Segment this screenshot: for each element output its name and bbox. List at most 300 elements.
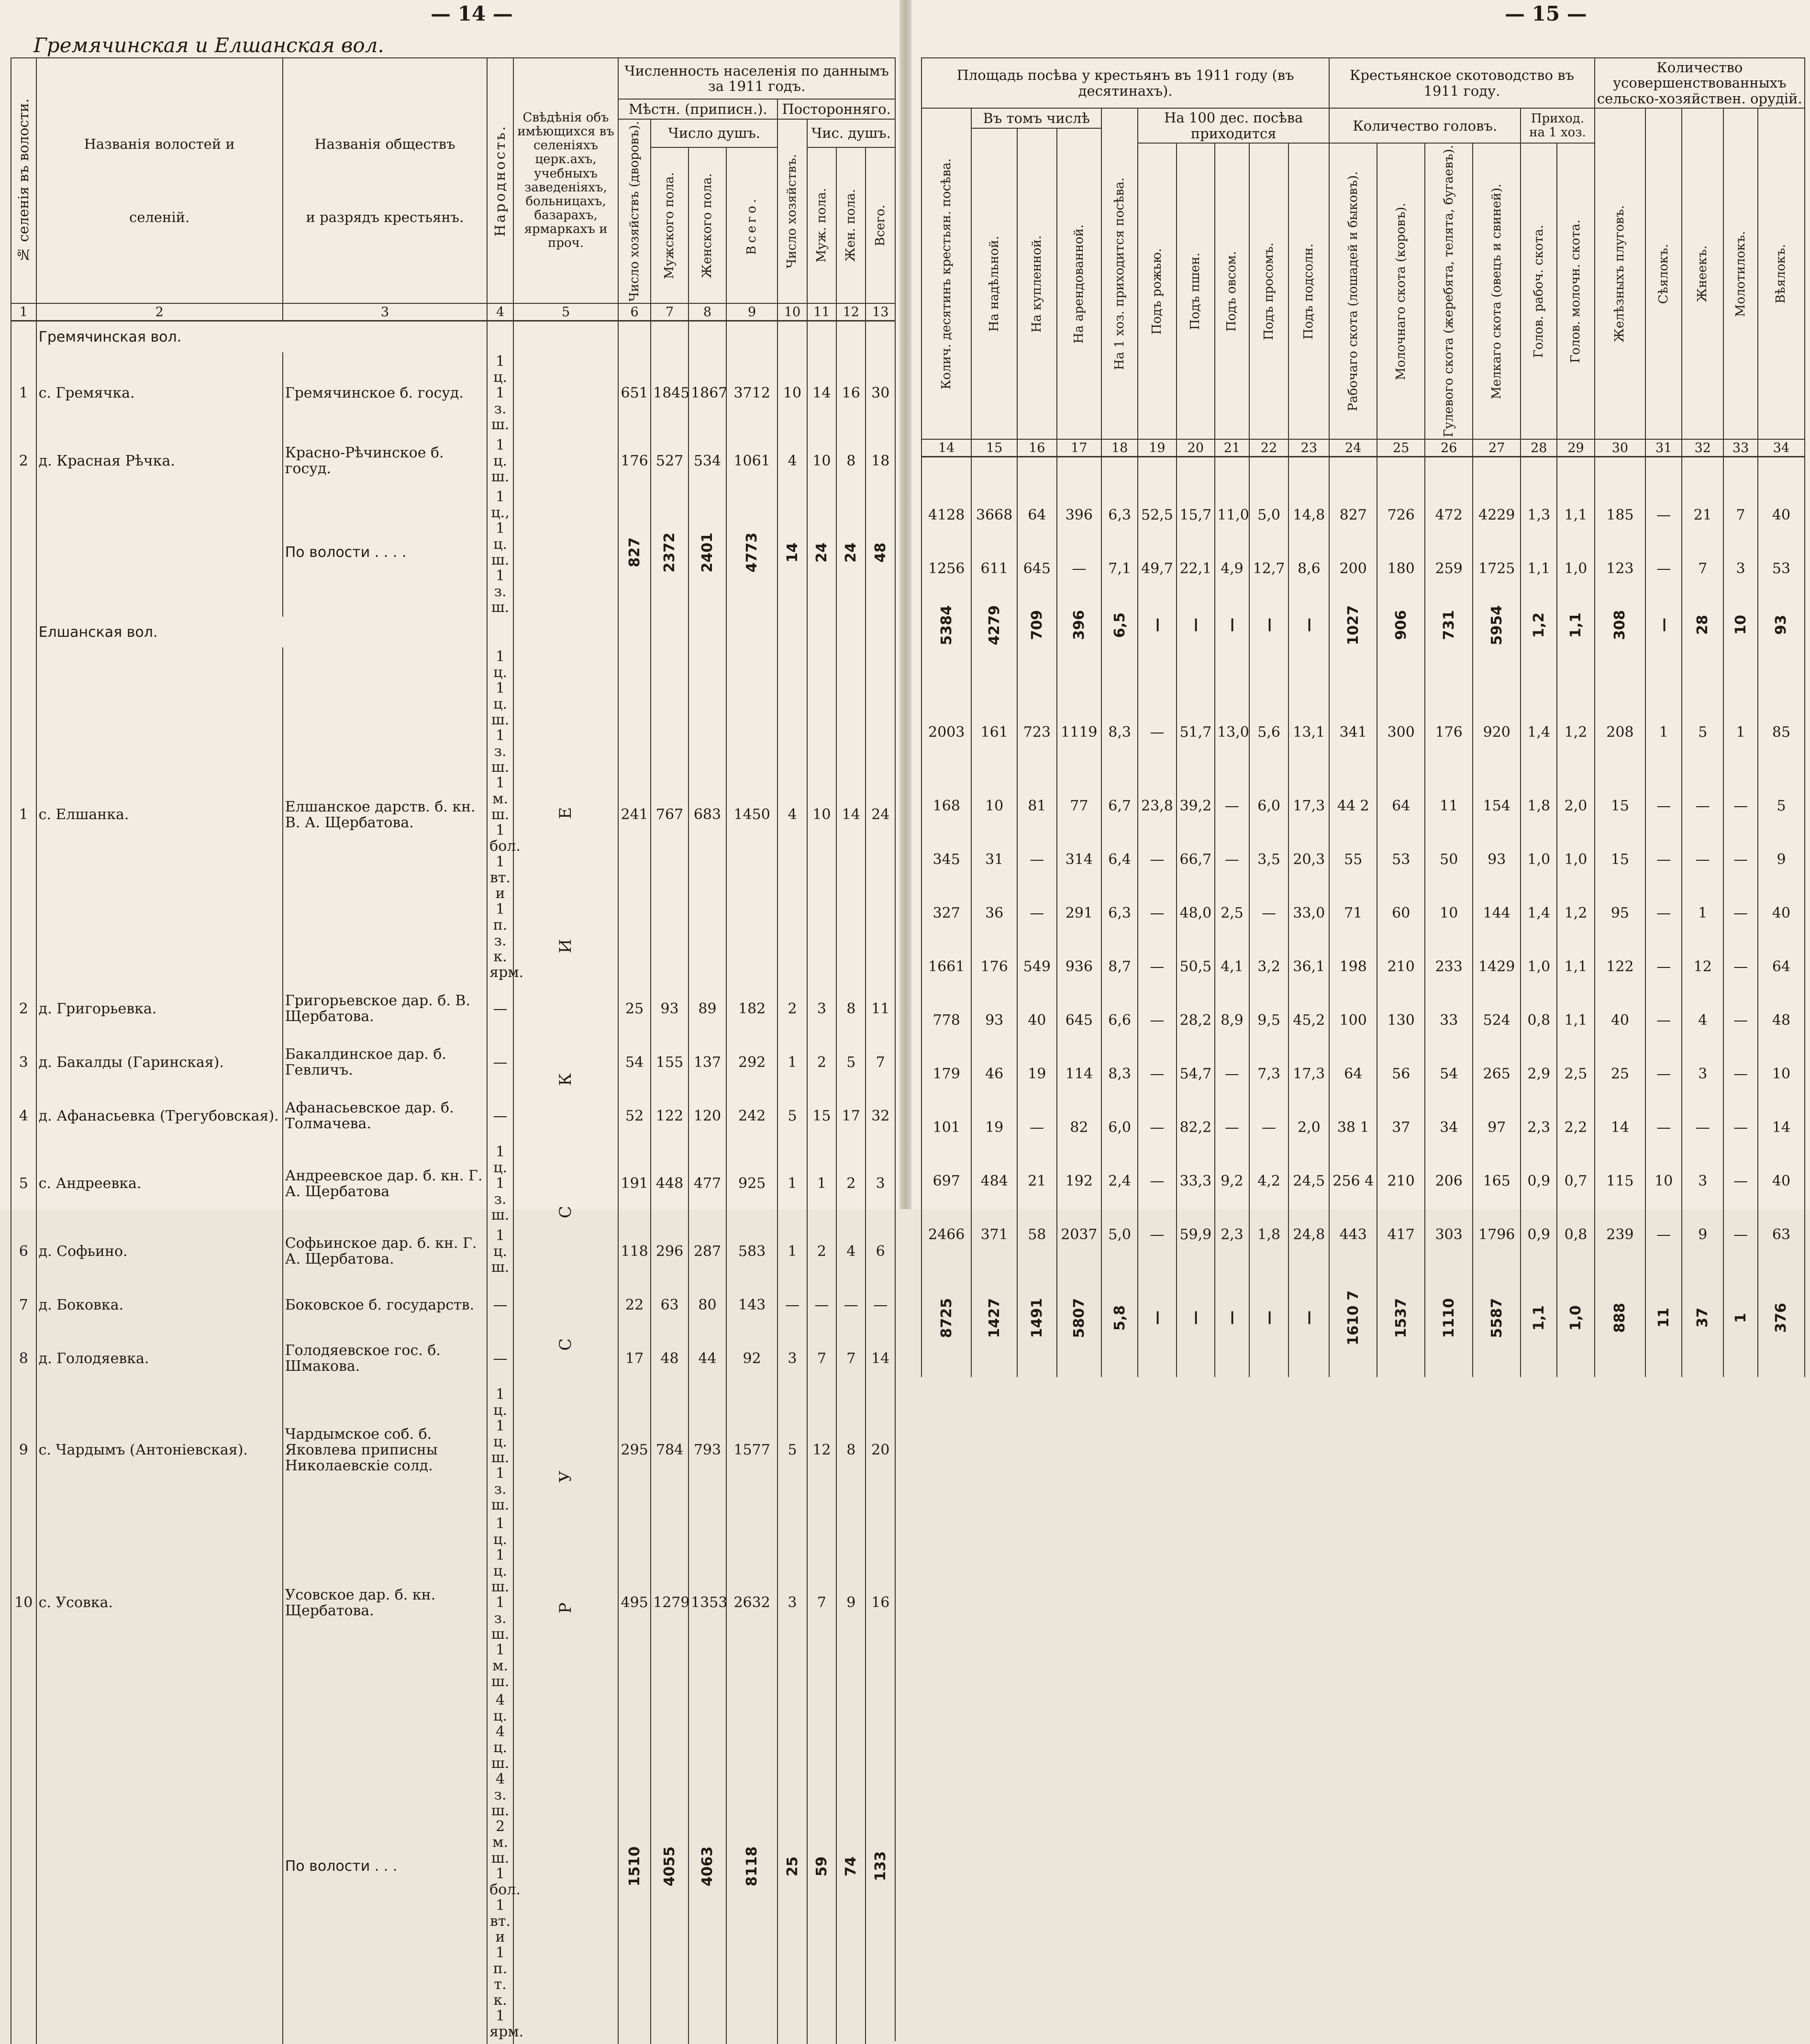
value: 100 [1329, 993, 1377, 1047]
total-value [726, 1691, 777, 2041]
header-text: Названія обществъ [314, 136, 455, 153]
hdr-c28 [1521, 143, 1557, 439]
hdr-c29 [1557, 143, 1594, 439]
hdr-c26 [1425, 143, 1473, 439]
hdr-c7 [651, 147, 688, 303]
value: 25 [1595, 1047, 1646, 1100]
value: 1 [777, 1224, 807, 1278]
column-number: 15 [971, 439, 1017, 457]
value: 3 [1682, 1047, 1723, 1100]
header-text: Гулевого скота (жеребята, телята, бугаевъ). [1441, 145, 1456, 438]
value: 6,0 [1101, 1100, 1138, 1154]
value: 22,1 [1177, 542, 1215, 595]
total-value-text: 8725 [938, 1298, 955, 1338]
value: — [1138, 1208, 1176, 1261]
section-title: Гремячинская вол. [36, 321, 488, 353]
value: 8 [836, 434, 866, 488]
value: 34 [1425, 1100, 1473, 1154]
cell [836, 617, 866, 647]
header-text: Число хозяйствъ. [785, 154, 800, 269]
value: 7,1 [1101, 542, 1138, 595]
hdr-nationality [487, 58, 513, 303]
total-value-text: 10 [1732, 615, 1749, 635]
cell [11, 2041, 36, 2044]
value: 63 [651, 1278, 688, 1332]
value: 1,0 [1557, 833, 1594, 886]
hdr-c18 [1101, 108, 1138, 439]
value: 7 [807, 1514, 836, 1691]
total-value-text: 5954 [1488, 605, 1505, 645]
value: 1845 [651, 352, 688, 434]
value: 10 [1425, 886, 1473, 940]
total-value [1329, 1261, 1377, 1374]
hdr-cattle: Крестьянское скотоводство въ 1911 году. [1329, 58, 1594, 108]
total-value [1723, 595, 1758, 655]
value: 165 [1473, 1154, 1521, 1208]
value: 1577 [726, 1385, 777, 1514]
cell [1288, 457, 1329, 489]
column-number: 6 [618, 303, 651, 321]
hdr-per-household: Приход. на 1 хоз. [1521, 108, 1594, 143]
total-value-text: 906 [1392, 610, 1410, 640]
value: — [1215, 779, 1249, 833]
value: 3 [1682, 1154, 1723, 1208]
value: 527 [651, 434, 688, 488]
column-numbers [922, 439, 1805, 457]
value: 54 [1425, 1047, 1473, 1100]
cell [807, 321, 836, 353]
value: — [1645, 542, 1682, 595]
value: 4 [836, 1224, 866, 1278]
cell [1473, 1374, 1521, 1377]
value: 31 [971, 833, 1017, 886]
value: 10 [1645, 1154, 1682, 1208]
value: 239 [1595, 1208, 1646, 1261]
total-value [1723, 1261, 1758, 1374]
value: 144 [1473, 886, 1521, 940]
total-value-text: — [1148, 1311, 1166, 1325]
table-row [11, 1278, 895, 1332]
village-number: 3 [11, 1035, 36, 1089]
cell [1177, 1374, 1215, 1377]
value: 8 [836, 982, 866, 1035]
hdr-heads: Количество головъ. [1329, 108, 1521, 143]
total-value [1377, 595, 1425, 655]
value: 93 [971, 993, 1017, 1047]
value: 64 [1017, 488, 1057, 542]
cell [777, 617, 807, 647]
header-text: На 1 хоз. приходится посѣва. [1112, 178, 1127, 370]
total-value-text: 1610 7 [1344, 1290, 1362, 1345]
cell [1215, 1374, 1249, 1377]
total-label: По волости . . . . [283, 488, 487, 617]
total-value-text: — [1300, 618, 1318, 633]
hdr-c17 [1057, 128, 1101, 439]
value: 40 [1758, 488, 1805, 542]
cell [1101, 457, 1138, 489]
value: 21 [1017, 1154, 1057, 1208]
value: — [1645, 833, 1682, 886]
value: 1,4 [1521, 886, 1557, 940]
value: 1,8 [1249, 1208, 1289, 1261]
hdr-c15 [971, 128, 1017, 439]
value: 60 [1377, 886, 1425, 940]
column-number: 28 [1521, 439, 1557, 457]
value: 793 [688, 1385, 726, 1514]
cell [1101, 655, 1138, 685]
value: 4,9 [1215, 542, 1249, 595]
value: 10 [777, 352, 807, 434]
total-value-text: 1427 [986, 1298, 1003, 1338]
table-row [922, 779, 1805, 833]
village-name: д. Григорьевка. [36, 982, 283, 1035]
value: 6,4 [1101, 833, 1138, 886]
cell [1595, 1374, 1646, 1377]
value: 48 [651, 1332, 688, 1385]
cell [1557, 655, 1594, 685]
cell [1521, 457, 1557, 489]
cell [1249, 655, 1289, 685]
village-number: 1 [11, 647, 36, 982]
total-value [1215, 1261, 1249, 1374]
value: — [1723, 1100, 1758, 1154]
value: 81 [1017, 779, 1057, 833]
page-number: — 15 — [1505, 2, 1587, 25]
value: 3 [777, 1514, 807, 1691]
value: 396 [1057, 488, 1101, 542]
value: 651 [618, 352, 651, 434]
cell [1215, 655, 1249, 685]
value: 161 [971, 685, 1017, 779]
society-name: Афанасьевское дар. б. Толмачева. [283, 1089, 487, 1143]
cell [1645, 655, 1682, 685]
value: 645 [1017, 542, 1057, 595]
value: 10 [807, 434, 836, 488]
institutions: — [487, 1089, 513, 1143]
value: 7 [1723, 488, 1758, 542]
nationality-text: Р У С С К И Е [555, 749, 575, 1613]
total-value [1101, 595, 1138, 655]
value: 176 [618, 434, 651, 488]
column-number: 5 [513, 303, 618, 321]
hdr-souls2: Чис. душъ. [807, 119, 895, 147]
total-value [866, 488, 895, 617]
value: 176 [971, 940, 1017, 993]
value: 122 [1595, 940, 1646, 993]
value: — [1723, 1047, 1758, 1100]
total-value [1057, 1261, 1101, 1374]
spacer-row [922, 457, 1805, 489]
value: 24,5 [1288, 1154, 1329, 1208]
value: 2632 [726, 1514, 777, 1691]
value: 296 [651, 1224, 688, 1278]
value: 1,2 [1557, 886, 1594, 940]
value: 4,2 [1249, 1154, 1289, 1208]
total-value [1057, 595, 1101, 655]
value: 495 [618, 1514, 651, 1691]
total-value-text: — [1148, 618, 1166, 633]
total-value-text: 24 [843, 542, 860, 563]
total-value-text: 4055 [661, 1846, 678, 1887]
total-value-text: 4279 [986, 605, 1003, 645]
value: 9,2 [1215, 1154, 1249, 1208]
total-value-text: 396 [1070, 610, 1088, 640]
value: — [1138, 940, 1176, 993]
value: 10 [971, 779, 1017, 833]
column-number: 22 [1249, 439, 1289, 457]
value: 33,3 [1177, 1154, 1215, 1208]
total-value-text: 48 [872, 542, 889, 563]
value: 7 [1682, 542, 1723, 595]
hdr-c30 [1595, 108, 1646, 439]
hdr-society-names [283, 58, 487, 303]
value: 179 [922, 1047, 971, 1100]
cell [1017, 457, 1057, 489]
hdr-c8 [688, 147, 726, 303]
total-value [836, 488, 866, 617]
value: 3712 [726, 352, 777, 434]
cell [1521, 655, 1557, 685]
hdr-c13 [866, 147, 895, 303]
value: 12 [1682, 940, 1723, 993]
hdr-c14 [922, 108, 971, 439]
cell [651, 321, 688, 353]
value: 14,8 [1288, 488, 1329, 542]
value: 1,3 [1521, 488, 1557, 542]
cell [1473, 655, 1521, 685]
value: 2 [807, 1035, 836, 1089]
hdr-c12 [836, 147, 866, 303]
header-text: Число хозяйствъ (дворовъ). [627, 121, 642, 302]
hdr-c22 [1249, 143, 1289, 439]
value: 1 [1682, 886, 1723, 940]
table-row [11, 1514, 895, 1691]
value: 155 [651, 1035, 688, 1089]
table-row [922, 1154, 1805, 1208]
value: — [1249, 1100, 1289, 1154]
institutions: — [487, 982, 513, 1035]
value: 38 1 [1329, 1100, 1377, 1154]
total-value-text: 1,1 [1567, 612, 1584, 638]
hdr-c32 [1682, 108, 1723, 439]
total-value-text: 2372 [661, 532, 678, 573]
value: 25 [618, 982, 651, 1035]
total-value [651, 1691, 688, 2041]
village-number: 2 [11, 434, 36, 488]
column-numbers [11, 303, 895, 321]
table-row [922, 886, 1805, 940]
institutions: 1 ц. 1 з. ш. [487, 352, 513, 434]
total-value [618, 1691, 651, 2041]
header-text: Молотилокъ. [1733, 231, 1748, 317]
total-value-text: 5384 [938, 605, 955, 645]
header-text: № селенія въ волости. [15, 99, 32, 263]
value: — [1138, 685, 1176, 779]
hdr-c6 [618, 119, 651, 303]
value: 0,9 [1521, 1208, 1557, 1261]
society-name: Красно-Рѣчинское б. госуд. [283, 434, 487, 488]
cell [726, 321, 777, 353]
column-number: 25 [1377, 439, 1425, 457]
total-value [1177, 595, 1215, 655]
value: — [1645, 1100, 1682, 1154]
value: 549 [1017, 940, 1057, 993]
hdr-c31 [1645, 108, 1682, 439]
village-name: с. Елшанка. [36, 647, 283, 982]
column-number: 23 [1288, 439, 1329, 457]
value: 7 [866, 1035, 895, 1089]
value: 93 [651, 982, 688, 1035]
total-value [688, 1691, 726, 2041]
total-value-text: 308 [1611, 610, 1629, 640]
value: 4 [1682, 993, 1723, 1047]
total-value-text: 59 [813, 1856, 830, 1877]
cell [487, 321, 513, 353]
header-text: Голов. рабоч. скота. [1531, 224, 1546, 358]
value: 448 [651, 1143, 688, 1224]
total-value [1557, 1261, 1594, 1374]
column-number: 32 [1682, 439, 1723, 457]
cell [1377, 1374, 1425, 1377]
total-value-text: 93 [1773, 615, 1790, 635]
value: 1,8 [1521, 779, 1557, 833]
header-text: Всего. [873, 205, 888, 246]
village-number: 5 [11, 1143, 36, 1224]
cell [1758, 655, 1805, 685]
hdr-outside: Посторонняго. [777, 99, 895, 119]
header-text: Подъ овсом. [1224, 251, 1239, 332]
value: — [1682, 1100, 1723, 1154]
value: 1,2 [1557, 685, 1594, 779]
hdr-souls: Число душъ. [651, 119, 777, 147]
total-value-text: 1,2 [1530, 612, 1547, 638]
value: 39,2 [1177, 779, 1215, 833]
value: 4128 [922, 488, 971, 542]
cell [36, 2041, 283, 2044]
header-text: Жнеекъ. [1695, 245, 1710, 302]
village-number: 1 [11, 352, 36, 434]
value: 242 [726, 1089, 777, 1143]
value: 9 [1758, 833, 1805, 886]
column-number: 16 [1017, 439, 1057, 457]
total-value [922, 595, 971, 655]
header-text: Рабочаго скота (лошадей и быковъ). [1345, 171, 1360, 411]
cell [513, 2041, 618, 2044]
value: 46 [971, 1047, 1017, 1100]
cell [283, 2041, 487, 2044]
header-text: На арендованной. [1071, 224, 1086, 344]
value: 114 [1057, 1047, 1101, 1100]
cell [1723, 457, 1758, 489]
header-text: Вѣялокъ. [1774, 244, 1788, 304]
total-value [688, 488, 726, 617]
total-value [726, 488, 777, 617]
value: 3 [807, 982, 836, 1035]
section-title: Елшанская вол. [36, 617, 488, 647]
value: — [1138, 833, 1176, 886]
village-name: с. Гремячка. [36, 352, 283, 434]
cell [1288, 655, 1329, 685]
value: 1061 [726, 434, 777, 488]
value: 6,3 [1101, 886, 1138, 940]
value: 5,0 [1101, 1208, 1138, 1261]
value: 5,6 [1249, 685, 1289, 779]
value: — [1645, 1208, 1682, 1261]
value: 64 [1377, 779, 1425, 833]
total-row [922, 595, 1805, 655]
total-value-text: 731 [1440, 610, 1457, 640]
value: 17 [836, 1089, 866, 1143]
value: 82 [1057, 1100, 1101, 1154]
value: 8,6 [1288, 542, 1329, 595]
value: 123 [1595, 542, 1646, 595]
header-text: Подъ подсолн. [1301, 243, 1316, 340]
village-name: д. Афанасьевка (Трегубовская). [36, 1089, 283, 1143]
cell [1329, 457, 1377, 489]
total-value [1288, 1261, 1329, 1374]
header-text: На надѣльной. [987, 236, 1001, 332]
value: 64 [1758, 940, 1805, 993]
header-text: Мужского пола. [662, 172, 677, 279]
page-number: — 14 — [431, 2, 513, 25]
value: 58 [1017, 1208, 1057, 1261]
value: 122 [651, 1089, 688, 1143]
value: 936 [1057, 940, 1101, 993]
value: 1,1 [1557, 993, 1594, 1047]
total-value-text: — [1187, 618, 1204, 633]
spacer-row [922, 1374, 1805, 1377]
cell [1595, 457, 1646, 489]
value: 5 [1682, 685, 1723, 779]
society-name: Чардымское соб. б. Яковлева приписны Николаевскіе солд. [283, 1385, 487, 1514]
column-number: 24 [1329, 439, 1377, 457]
column-number: 21 [1215, 439, 1249, 457]
value: 20,3 [1288, 833, 1329, 886]
value: 14 [836, 647, 866, 982]
header-text: Названія волостей и [84, 136, 235, 153]
value: 1,1 [1557, 488, 1594, 542]
village-name: с. Чардымъ (Антоніевская). [36, 1385, 283, 1514]
value: 8,3 [1101, 1047, 1138, 1100]
society-name: Гремячинское б. госуд. [283, 352, 487, 434]
hdr-village-number [11, 58, 36, 303]
column-number: 4 [487, 303, 513, 321]
value: — [1138, 1100, 1176, 1154]
total-value [1645, 1261, 1682, 1374]
value: 1,1 [1557, 940, 1594, 993]
value: 93 [1473, 833, 1521, 886]
cell [1057, 457, 1101, 489]
total-value [1595, 1261, 1646, 1374]
cell [807, 2041, 836, 2044]
total-value-text: 2401 [699, 532, 716, 573]
total-value-text: 1,0 [1567, 1305, 1584, 1331]
value: 40 [1017, 993, 1057, 1047]
total-value-text: — [1260, 1311, 1277, 1325]
total-value-text: 376 [1773, 1303, 1790, 1333]
society-name: Усовское дар. б. кн. Щербатова. [283, 1514, 487, 1691]
value: 176 [1425, 685, 1473, 779]
value: 208 [1595, 685, 1646, 779]
header-text: На купленной. [1029, 235, 1044, 333]
value: 292 [726, 1035, 777, 1089]
value: 0,8 [1521, 993, 1557, 1047]
value: 1,1 [1521, 542, 1557, 595]
cell [487, 2041, 513, 2044]
value: 4 [777, 647, 807, 982]
village-name: д. Красная Рѣчка. [36, 434, 283, 488]
value: 210 [1377, 940, 1425, 993]
